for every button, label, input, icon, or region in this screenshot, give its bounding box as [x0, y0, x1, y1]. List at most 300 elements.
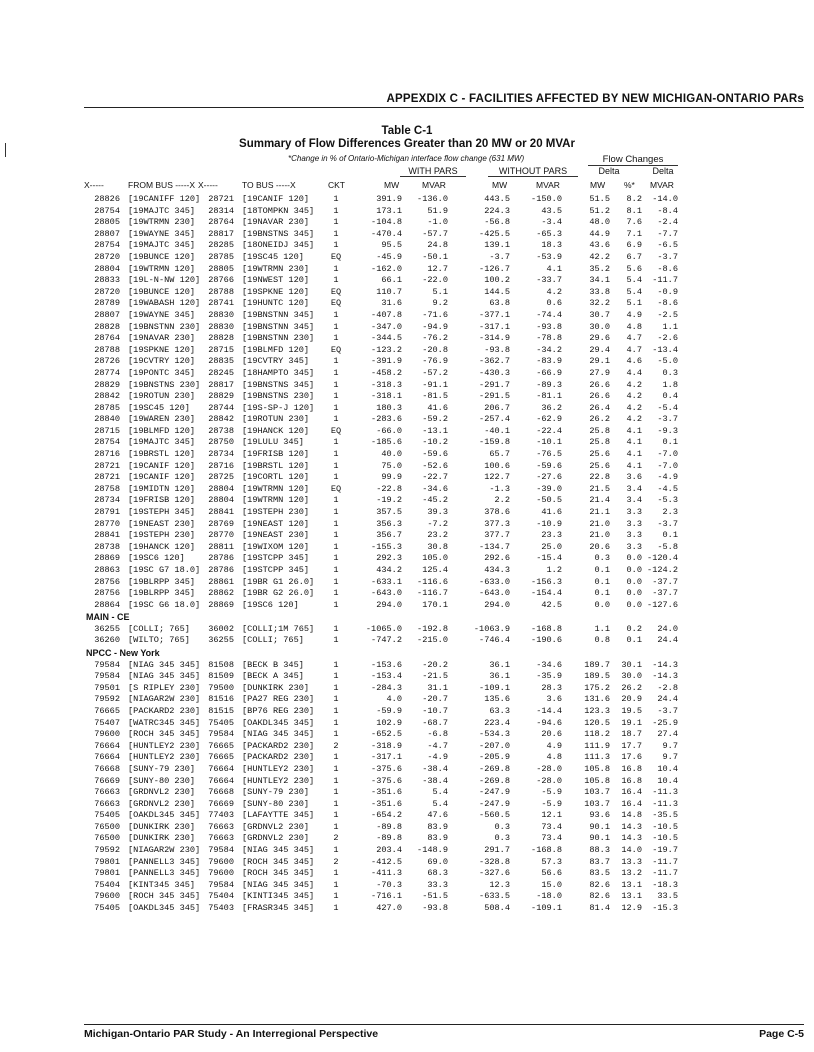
circuit: 1: [333, 775, 339, 786]
without-pars-heading: WITHOUT PARS: [488, 166, 578, 177]
without-pars-mw: 139.1: [484, 240, 510, 251]
with-pars-mvar: 24.8: [427, 240, 448, 251]
without-pars-mvar: -5.9: [541, 787, 562, 798]
with-pars-mw: 173.1: [376, 205, 402, 216]
table-row: [84, 729, 804, 741]
with-pars-mvar: -93.8: [422, 903, 448, 914]
with-pars-mvar: 5.1: [432, 286, 448, 297]
without-pars-mvar: -109.1: [531, 903, 562, 914]
from-bus-name: [19MAJTC 345]: [128, 205, 196, 216]
table-row: [84, 718, 804, 730]
from-bus-name: [19MAJTC 345]: [128, 240, 196, 251]
with-pars-mvar: 125.4: [422, 565, 448, 575]
from-bus-number: 76663: [94, 787, 120, 798]
circuit: 1: [333, 810, 339, 821]
without-pars-mvar: 1.2: [546, 565, 562, 575]
with-pars-mvar: -68.7: [422, 717, 448, 728]
from-bus-number: 28764: [94, 333, 120, 344]
with-pars-mvar: -57.2: [422, 367, 448, 378]
without-pars-mvar: -59.6: [536, 460, 562, 471]
with-pars-mw: -45.9: [376, 251, 402, 262]
circuit: 1: [333, 752, 339, 763]
to-bus-number: 28804: [208, 495, 234, 506]
circuit: 1: [333, 705, 339, 716]
delta-mw: 0.3: [594, 553, 610, 564]
to-bus-name: [19HANCK 120]: [242, 425, 310, 436]
delta-mvar: -5.8: [657, 541, 678, 552]
to-bus-name: [19STCPP 345]: [242, 565, 310, 575]
delta-mvar: 1.8: [662, 379, 678, 390]
from-bus-number: 28807: [94, 228, 120, 239]
without-pars-mvar: -28.0: [536, 763, 562, 774]
delta-mw: 120.5: [584, 717, 610, 728]
from-bus-name: [PACKARD2 230]: [128, 705, 201, 716]
without-pars-mw: 223.4: [484, 717, 510, 728]
without-pars-mvar: -150.0: [531, 194, 562, 204]
to-bus-number: 28861: [208, 576, 234, 587]
from-bus-number: 28863: [94, 565, 120, 575]
without-pars-mvar: 36.2: [541, 402, 562, 413]
delta-percent: 12.9: [621, 903, 642, 914]
without-pars-mvar: -15.4: [536, 553, 562, 564]
table-row: [84, 461, 804, 473]
with-pars-mvar: -148.9: [417, 845, 448, 856]
from-bus-name: [PANNELL3 345]: [128, 856, 201, 867]
from-bus-number: 76664: [94, 752, 120, 763]
to-bus-number: 81509: [208, 671, 234, 682]
delta-mw: 44.9: [589, 228, 610, 239]
without-pars-mw: -56.8: [484, 217, 510, 228]
delta-mw: 21.0: [589, 518, 610, 529]
table-row: [84, 380, 804, 392]
page-number: Page C-5: [759, 1028, 804, 1040]
delta-percent: 16.8: [621, 763, 642, 774]
from-bus-number: 28829: [94, 379, 120, 390]
delta-mw: 34.1: [589, 275, 610, 286]
circuit: 1: [333, 821, 339, 832]
delta-mvar: -7.7: [657, 228, 678, 239]
with-pars-mw: 427.0: [376, 903, 402, 914]
table-row: [84, 868, 804, 880]
delta-mvar: -10.5: [652, 833, 678, 844]
col-delta-mw: MW: [590, 180, 606, 190]
delta-mw: 189.5: [584, 671, 610, 682]
circuit: 1: [333, 565, 339, 575]
from-bus-number: 28756: [94, 576, 120, 587]
from-bus-number: 28785: [94, 402, 120, 413]
circuit: 1: [333, 205, 339, 216]
delta-mw: 42.2: [589, 251, 610, 262]
with-pars-mw: -123.2: [371, 344, 402, 355]
with-pars-mvar: 12.7: [427, 263, 448, 274]
with-pars-mvar: 47.6: [427, 810, 448, 821]
from-bus-name: [ROCH 345 345]: [128, 729, 201, 740]
circuit: 1: [333, 576, 339, 587]
without-pars-mvar: -22.4: [536, 425, 562, 436]
circuit: 1: [333, 891, 339, 902]
to-bus-name: [COLLI; 765]: [242, 635, 304, 646]
delta-mw: 83.7: [589, 856, 610, 867]
delta-mw: 30.7: [589, 309, 610, 320]
delta-mvar: -2.6: [657, 333, 678, 344]
to-bus-number: 28744: [208, 402, 234, 413]
without-pars-mw: 377.3: [484, 518, 510, 529]
without-pars-mw: -1.3: [489, 483, 510, 494]
without-pars-mvar: 41.6: [541, 507, 562, 518]
from-bus-number: 76500: [94, 833, 120, 844]
from-bus-name: [19WTRMN 120]: [128, 263, 196, 274]
table-row: [84, 414, 804, 426]
from-bus-name: [19SPKNE 120]: [128, 344, 196, 355]
delta-mvar: -14.0: [652, 194, 678, 204]
delta-percent: 4.7: [626, 333, 642, 344]
delta-mw: 103.7: [584, 787, 610, 798]
with-pars-mw: -654.2: [371, 810, 402, 821]
from-bus-number: 28721: [94, 472, 120, 483]
delta-mvar: -25.9: [652, 717, 678, 728]
table-row: [84, 240, 804, 252]
from-bus-name: [SUNY-79 230]: [128, 763, 196, 774]
circuit: 1: [333, 787, 339, 798]
with-pars-mw: -391.9: [371, 356, 402, 367]
without-pars-mw: -269.8: [479, 775, 510, 786]
without-pars-mvar: -156.3: [531, 576, 562, 587]
with-pars-mvar: -50.1: [422, 251, 448, 262]
to-bus-name: [GRDNVL2 230]: [242, 821, 310, 832]
delta-percent: 14.0: [621, 845, 642, 856]
with-pars-mw: 31.6: [381, 298, 402, 309]
without-pars-mw: 443.5: [484, 194, 510, 204]
with-pars-mvar: 83.9: [427, 833, 448, 844]
from-bus-number: 28770: [94, 518, 120, 529]
without-pars-mvar: 73.4: [541, 821, 562, 832]
with-pars-mw: 203.4: [376, 845, 402, 856]
delta-mvar: 24.4: [657, 635, 678, 646]
without-pars-mvar: 23.3: [541, 530, 562, 541]
with-pars-mw: 99.9: [381, 472, 402, 483]
delta-mvar: -8.4: [657, 205, 678, 216]
table-row: [84, 799, 804, 811]
to-bus-number: 28805: [208, 263, 234, 274]
to-bus-name: [19HUNTC 120]: [242, 298, 310, 309]
delta-mvar: 27.4: [657, 729, 678, 740]
from-bus-number: 75407: [94, 717, 120, 728]
from-bus-name: [NIAGAR2W 230]: [128, 845, 201, 856]
col-without-mvar: MVAR: [536, 180, 560, 190]
delta-percent: 3.3: [626, 530, 642, 541]
circuit: 1: [333, 623, 339, 634]
to-bus-name: [18HAMPTO 345]: [242, 367, 315, 378]
without-pars-mw: -317.1: [479, 321, 510, 332]
circuit: EQ: [330, 251, 342, 262]
delta-mvar: 0.4: [662, 391, 678, 402]
with-pars-mw: -284.3: [371, 682, 402, 693]
without-pars-mvar: -190.6: [531, 635, 562, 646]
delta-mvar: -5.0: [657, 356, 678, 367]
without-pars-mvar: 28.3: [541, 682, 562, 693]
table-row: [84, 671, 804, 683]
from-bus-number: 36260: [94, 635, 120, 646]
from-bus-name: [OAKDL345 345]: [128, 903, 201, 914]
with-pars-mw: -66.0: [376, 425, 402, 436]
with-pars-mvar: -76.9: [422, 356, 448, 367]
delta-percent: 5.6: [626, 263, 642, 274]
from-bus-name: [GRDNVL2 230]: [128, 787, 196, 798]
from-bus-number: 28716: [94, 449, 120, 460]
to-bus-name: [19ROTUN 230]: [242, 414, 310, 425]
from-bus-number: 79584: [94, 659, 120, 670]
from-bus-number: 28734: [94, 495, 120, 506]
table-row: [84, 565, 804, 577]
without-pars-mvar: 15.0: [541, 879, 562, 890]
delta-mvar: -14.3: [652, 659, 678, 670]
with-pars-mvar: -22.0: [422, 275, 448, 286]
from-bus-number: 28828: [94, 321, 120, 332]
circuit: EQ: [330, 286, 342, 297]
to-bus-name: [19STEPH 230]: [242, 507, 310, 518]
to-bus-name: [19BNSTNN 345]: [242, 309, 315, 320]
from-bus-name: [19BUNCE 120]: [128, 251, 196, 262]
with-pars-mw: -351.6: [371, 798, 402, 809]
from-bus-number: 79801: [94, 856, 120, 867]
circuit: 1: [333, 472, 339, 483]
table-row: [84, 845, 804, 857]
without-pars-mw: -109.1: [479, 682, 510, 693]
from-bus-name: [19MAJTC 345]: [128, 437, 196, 448]
delta-percent: 16.4: [621, 787, 642, 798]
without-pars-mvar: -18.0: [536, 891, 562, 902]
to-bus-name: [PACKARD2 230]: [242, 740, 315, 751]
delta-percent: 20.9: [621, 694, 642, 705]
delta-mvar: -8.6: [657, 263, 678, 274]
table-row: [84, 437, 804, 449]
with-pars-mw: -347.0: [371, 321, 402, 332]
without-pars-mw: -746.4: [479, 635, 510, 646]
with-pars-mw: 102.9: [376, 717, 402, 728]
without-pars-mw: 63.3: [489, 705, 510, 716]
delta-percent: 13.1: [621, 879, 642, 890]
from-bus-number: 28804: [94, 263, 120, 274]
from-bus-number: 79584: [94, 671, 120, 682]
table-row: [84, 333, 804, 345]
delta-percent: 14.3: [621, 833, 642, 844]
without-pars-mvar: -74.4: [536, 309, 562, 320]
from-bus-number: 28842: [94, 391, 120, 402]
from-bus-number: 28756: [94, 588, 120, 599]
from-bus-name: [19ROTUN 230]: [128, 391, 196, 402]
table-row: [84, 449, 804, 461]
table-row: [84, 764, 804, 776]
delta-mw: 82.6: [589, 891, 610, 902]
section-heading: [84, 611, 804, 624]
circuit: 1: [333, 694, 339, 705]
from-bus-name: [19BLMFD 120]: [128, 425, 196, 436]
circuit: 1: [333, 635, 339, 646]
delta-percent: 26.2: [621, 682, 642, 693]
delta-mvar: 0.3: [662, 367, 678, 378]
to-bus-number: 75403: [208, 903, 234, 914]
with-pars-mw: -162.0: [371, 263, 402, 274]
without-pars-mw: 36.1: [489, 659, 510, 670]
without-pars-mw: -3.7: [489, 251, 510, 262]
with-pars-mw: -458.2: [371, 367, 402, 378]
to-bus-number: 28817: [208, 228, 234, 239]
delta-percent: 4.9: [626, 309, 642, 320]
to-bus-number: 75405: [208, 717, 234, 728]
from-bus-name: [ROCH 345 345]: [128, 891, 201, 902]
delta-percent: 4.1: [626, 437, 642, 448]
circuit: 1: [333, 659, 339, 670]
from-bus-number: 76668: [94, 763, 120, 774]
with-pars-mvar: -136.0: [417, 194, 448, 204]
delta-mvar: 2.3: [662, 507, 678, 518]
table-row: [84, 635, 804, 647]
without-pars-mw: -93.8: [484, 344, 510, 355]
without-pars-mw: 0.3: [494, 821, 510, 832]
with-pars-mw: 66.1: [381, 275, 402, 286]
to-bus-number: 28716: [208, 460, 234, 471]
without-pars-mvar: -78.8: [536, 333, 562, 344]
table-title: Table C-1: [381, 125, 433, 137]
delta-mw: 1.1: [594, 623, 610, 634]
with-pars-mw: -716.1: [371, 891, 402, 902]
delta-percent: 0.2: [626, 623, 642, 634]
to-bus-number: 28766: [208, 275, 234, 286]
from-bus-name: [19WAYNE 345]: [128, 309, 196, 320]
with-pars-heading: WITH PARS: [400, 166, 466, 177]
with-pars-mw: 180.3: [376, 402, 402, 413]
to-bus-number: 79584: [208, 845, 234, 856]
without-pars-mvar: -168.8: [531, 845, 562, 856]
delta-mw: 51.5: [589, 194, 610, 204]
table-row: [84, 403, 804, 415]
section-label: NPCC - New York: [86, 648, 160, 659]
with-pars-mw: -89.8: [376, 833, 402, 844]
delta-mvar: -10.5: [652, 821, 678, 832]
to-bus-number: 76663: [208, 821, 234, 832]
from-bus-number: 76500: [94, 821, 120, 832]
without-pars-mvar: 3.6: [546, 694, 562, 705]
without-pars-mw: -430.3: [479, 367, 510, 378]
without-pars-mvar: -34.6: [536, 659, 562, 670]
to-bus-name: [19CANIF 120]: [242, 194, 310, 204]
without-pars-mw: 65.7: [489, 449, 510, 460]
from-bus-number: 76664: [94, 740, 120, 751]
circuit: 1: [333, 518, 339, 529]
delta-mw: 26.4: [589, 402, 610, 413]
to-bus-name: [18TOMPKN 345]: [242, 205, 315, 216]
without-pars-mw: -247.9: [479, 787, 510, 798]
to-bus-name: [19BNSTNN 345]: [242, 321, 315, 332]
delta-mvar: 33.5: [657, 891, 678, 902]
table-row: [84, 391, 804, 403]
footer-title: Michigan-Ontario PAR Study - An Interregional Perspective: [84, 1028, 379, 1040]
table-row: [84, 542, 804, 554]
delta-percent: 7.1: [626, 228, 642, 239]
from-bus-name: [S RIPLEY 230]: [128, 682, 201, 693]
col-without-mw: MW: [492, 180, 508, 190]
with-pars-mvar: 5.4: [432, 787, 448, 798]
without-pars-mvar: 56.6: [541, 868, 562, 879]
table-row: [84, 322, 804, 334]
with-pars-mw: 356.3: [376, 518, 402, 529]
to-bus-number: 28788: [208, 286, 234, 297]
circuit: 1: [333, 240, 339, 251]
with-pars-mw: 391.9: [376, 194, 402, 204]
delta-mvar: -124.2: [647, 565, 678, 575]
from-bus-name: [HUNTLEY2 230]: [128, 752, 201, 763]
from-bus-name: [19WTRMN 230]: [128, 217, 196, 228]
delta-mw: 105.8: [584, 775, 610, 786]
delta-mvar: -3.7: [657, 414, 678, 425]
to-bus-number: 81508: [208, 659, 234, 670]
table-row: [84, 356, 804, 368]
to-bus-number: 28869: [208, 599, 234, 610]
without-pars-mvar: -94.6: [536, 717, 562, 728]
from-bus-number: 28721: [94, 460, 120, 471]
without-pars-mw: -40.1: [484, 425, 510, 436]
to-bus-name: [HUNTLEY2 230]: [242, 763, 315, 774]
from-bus-number: 28774: [94, 367, 120, 378]
table-subtitle: Summary of Flow Differences Greater than 20 MW or 20 MVAr: [239, 138, 575, 150]
table-row: [84, 880, 804, 892]
circuit: 1: [333, 763, 339, 774]
delta-mw: 29.4: [589, 344, 610, 355]
table-row: [84, 287, 804, 299]
without-pars-mw: 144.5: [484, 286, 510, 297]
from-bus-name: [19WABASH 120]: [128, 298, 201, 309]
delta-mvar: 24.0: [657, 623, 678, 634]
without-pars-mw: 206.7: [484, 402, 510, 413]
delta-percent: 19.1: [621, 717, 642, 728]
with-pars-mvar: 31.1: [427, 682, 448, 693]
without-pars-mw: 224.3: [484, 205, 510, 216]
delta-percent: 3.4: [626, 495, 642, 506]
delta-mw: 27.9: [589, 367, 610, 378]
delta-mvar: -3.7: [657, 518, 678, 529]
circuit: 1: [333, 437, 339, 448]
to-bus-name: [SUNY-80 230]: [242, 798, 310, 809]
from-bus-number: 79600: [94, 729, 120, 740]
to-bus-name: [19BNSTNS 345]: [242, 379, 315, 390]
with-pars-mvar: -71.6: [422, 309, 448, 320]
to-bus-name: [19BLMFD 120]: [242, 344, 310, 355]
to-bus-name: [ROCH 345 345]: [242, 856, 315, 867]
without-pars-mvar: -27.6: [536, 472, 562, 483]
table-row: [84, 217, 804, 229]
delta-mw: 43.6: [589, 240, 610, 251]
delta-mw: 30.0: [589, 321, 610, 332]
to-bus-number: 79600: [208, 856, 234, 867]
circuit: 1: [333, 309, 339, 320]
col-from-bus: FROM BUS -----X: [128, 180, 196, 190]
without-pars-mvar: 25.0: [541, 541, 562, 552]
without-pars-mvar: 4.2: [546, 286, 562, 297]
from-bus-name: [NIAGAR2W 230]: [128, 694, 201, 705]
delta-mvar: -120.4: [647, 553, 678, 564]
table-row: [84, 310, 804, 322]
from-bus-number: 28788: [94, 344, 120, 355]
from-bus-number: 76669: [94, 775, 120, 786]
to-bus-name: [DUNKIRK 230]: [242, 682, 310, 693]
delta-percent: 14.8: [621, 810, 642, 821]
with-pars-mw: -318.1: [371, 391, 402, 402]
table-row: [84, 507, 804, 519]
to-bus-number: 28769: [208, 518, 234, 529]
to-bus-name: [19NAVAR 230]: [242, 217, 310, 228]
delta-mvar: 24.4: [657, 694, 678, 705]
table-row: [84, 776, 804, 788]
